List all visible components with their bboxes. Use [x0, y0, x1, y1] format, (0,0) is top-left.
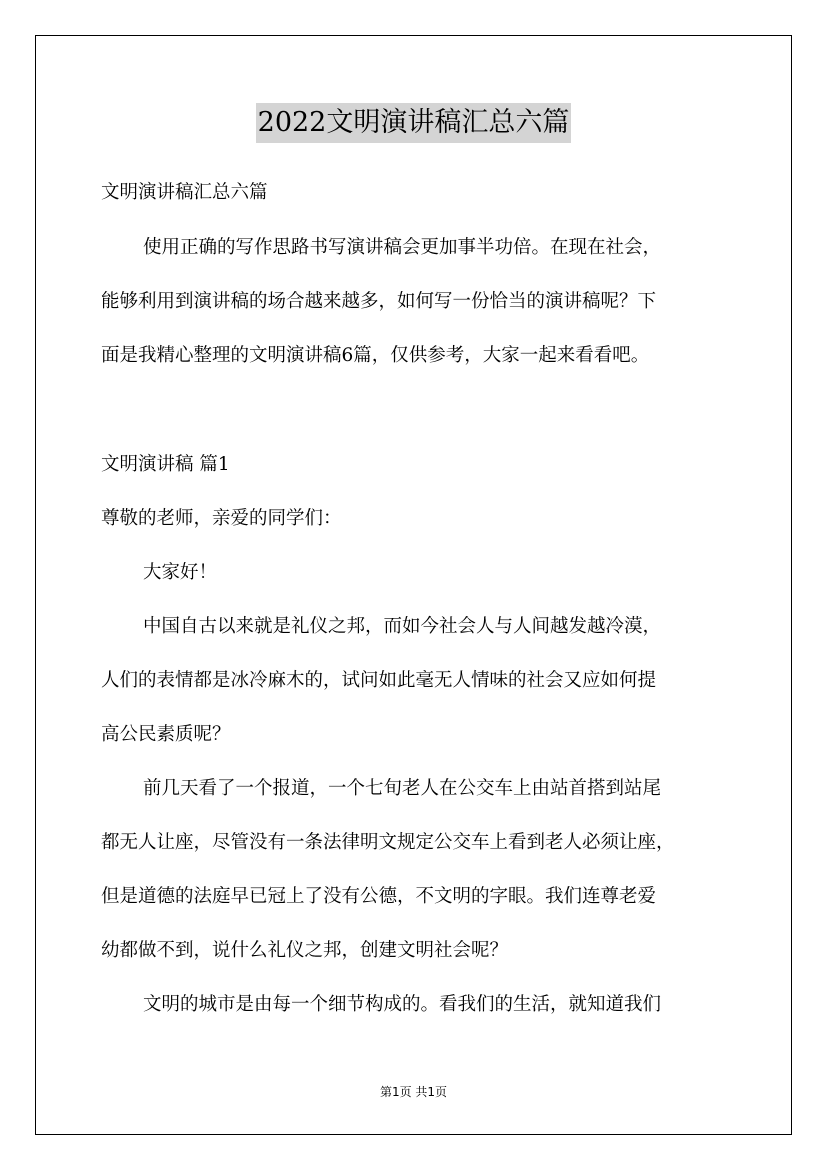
- greeting: 大家好！: [143, 562, 218, 583]
- paragraph-line: 人们的表情都是冰冷麻木的，试问如此毫无人情味的社会又应如何提: [101, 670, 657, 691]
- paragraph-line: 都无人让座，尽管没有一条法律明文规定公交车上看到老人必须让座，: [101, 832, 675, 853]
- paragraph-line: 文明的城市是由每一个细节构成的。看我们的生活，就知道我们: [143, 994, 662, 1015]
- paragraph-line: 高公民素质呢？: [101, 724, 231, 745]
- section-heading: 文明演讲稿 篇1: [101, 454, 230, 475]
- page-footer: 第1页 共1页: [379, 1085, 448, 1099]
- intro-line: 使用正确的写作思路书写演讲稿会更加事半功倍。在现在社会，: [143, 237, 662, 258]
- paragraph-line: 中国自古以来就是礼仪之邦，而如今社会人与人间越发越冷漠，: [143, 616, 662, 637]
- intro-line: 能够利用到演讲稿的场合越来越多，如何写一份恰当的演讲稿呢？下: [101, 291, 657, 312]
- paragraph-line: 前几天看了一个报道，一个七旬老人在公交车上由站首搭到站尾: [143, 778, 662, 799]
- title-container: [0, 103, 827, 143]
- intro-line: 面是我精心整理的文明演讲稿6篇，仅供参考，大家一起来看看吧。: [101, 345, 650, 366]
- document-title: 2022文明演讲稿汇总六篇: [256, 103, 572, 143]
- paragraph-line: 幼都做不到，说什么礼仪之邦，创建文明社会呢？: [101, 940, 509, 961]
- paragraph-line: 但是道德的法庭早已冠上了没有公德，不文明的字眼。我们连尊老爱: [101, 886, 657, 907]
- salutation: 尊敬的老师，亲爱的同学们：: [101, 508, 342, 529]
- document-subtitle: 文明演讲稿汇总六篇: [101, 182, 268, 203]
